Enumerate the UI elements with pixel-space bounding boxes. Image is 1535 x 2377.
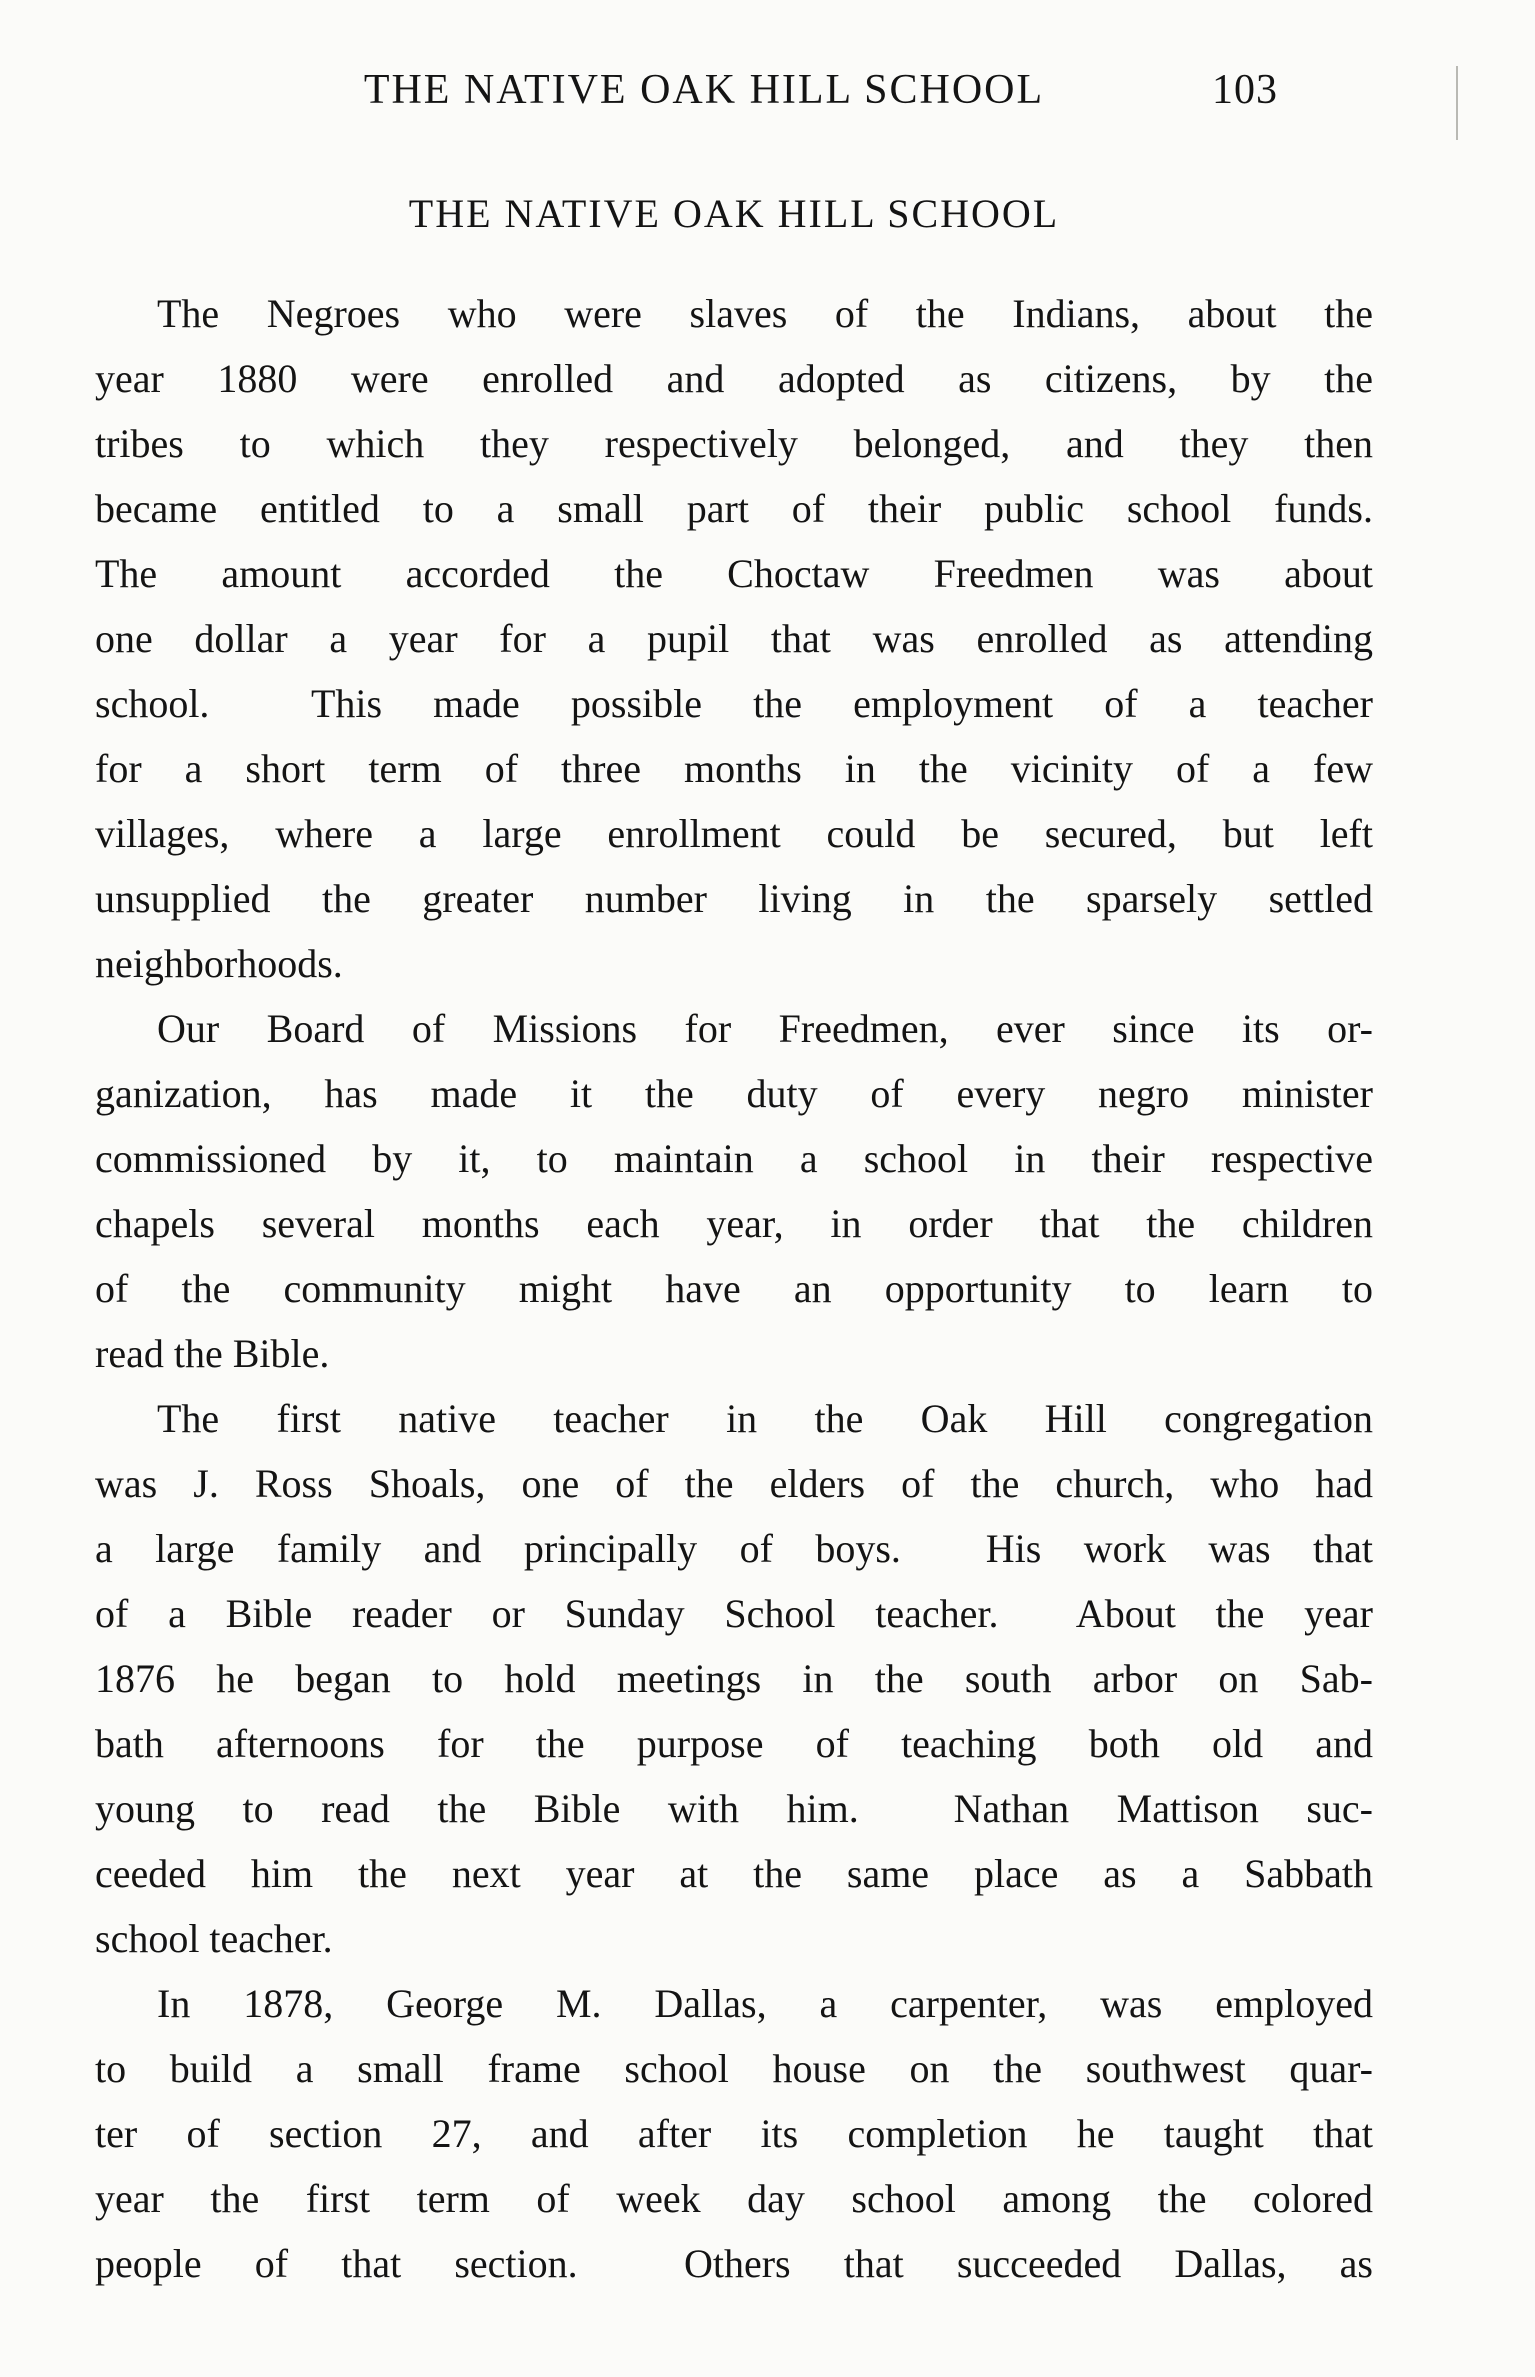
text-line: bath afternoons for the purpose of teaching both old and <box>95 1721 1373 1766</box>
text-line: year 1880 were enrolled and adopted as citizens, by the <box>95 356 1373 401</box>
text-line: young to read the Bible with him. Nathan Mattison suc- <box>95 1786 1373 1831</box>
text-line: was J. Ross Shoals, one of the elders of the church, who had <box>95 1461 1373 1506</box>
book-page <box>95 0 1373 2296</box>
text-line: Our Board of Missions for Freedmen, ever since its or- <box>157 1006 1373 1051</box>
paragraph <box>95 996 1373 1386</box>
page-number: 103 <box>1212 67 1278 113</box>
text-line: a large family and principally of boys. His work was that <box>95 1526 1373 1571</box>
text-line: school teacher. <box>95 1916 333 1961</box>
running-header-title: THE NATIVE OAK HILL SCHOOL <box>363 67 1045 113</box>
paragraph <box>95 1386 1373 1971</box>
text-line: commissioned by it, to maintain a school in their respective <box>95 1136 1373 1181</box>
body-text <box>95 281 1373 2296</box>
text-line: year the first term of week day school among the colored <box>95 2176 1373 2221</box>
text-line: ganization, has made it the duty of every negro minister <box>95 1071 1373 1116</box>
text-line: unsupplied the greater number living in the sparsely settled <box>95 876 1373 921</box>
text-line: The Negroes who were slaves of the Indians, about the <box>157 291 1373 336</box>
text-line: The first native teacher in the Oak Hill congregation <box>157 1396 1373 1441</box>
section-title: THE NATIVE OAK HILL SCHOOL <box>408 191 1060 236</box>
text-line: tribes to which they respectively belonged, and they then <box>95 421 1373 466</box>
text-line: villages, where a large enrollment could be secured, but left <box>95 811 1373 856</box>
text-line: chapels several months each year, in order that the children <box>95 1201 1373 1246</box>
text-line: The amount accorded the Choctaw Freedmen was about <box>95 551 1373 596</box>
text-line: to build a small frame school house on the southwest quar- <box>95 2046 1373 2091</box>
paragraph <box>95 281 1373 996</box>
paragraph <box>95 1971 1373 2296</box>
text-line: In 1878, George M. Dallas, a carpenter, was employed <box>157 1981 1373 2026</box>
text-line: ter of section 27, and after its completion he taught that <box>95 2111 1373 2156</box>
scan-edge-mark <box>1456 66 1458 140</box>
text-line: became entitled to a small part of their public school funds. <box>95 486 1373 531</box>
text-line: 1876 he began to hold meetings in the south arbor on Sab- <box>95 1656 1373 1701</box>
text-line: of a Bible reader or Sunday School teacher. About the year <box>95 1591 1373 1636</box>
text-line: neighborhoods. <box>95 941 343 986</box>
text-line: one dollar a year for a pupil that was enrolled as attending <box>95 616 1373 661</box>
text-line: for a short term of three months in the vicinity of a few <box>95 746 1373 791</box>
text-line: people of that section. Others that succeeded Dallas, as <box>95 2241 1373 2286</box>
text-line: ceeded him the next year at the same place as a Sabbath <box>95 1851 1373 1896</box>
text-line: read the Bible. <box>95 1331 330 1376</box>
text-line: of the community might have an opportunity to learn to <box>95 1266 1373 1311</box>
running-header <box>95 66 1373 118</box>
text-line: school. This made possible the employment of a teacher <box>95 681 1373 726</box>
